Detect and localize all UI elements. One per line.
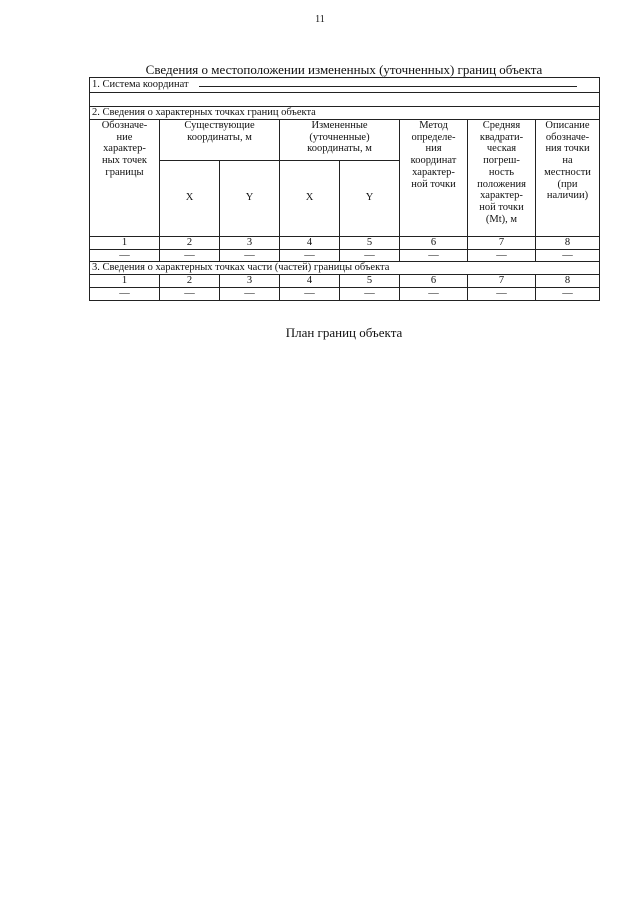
header-designation-line: Обозначе- [101, 119, 148, 131]
section3-label: 3. Сведения о характерных точках части (частей) границы объекта [90, 262, 600, 275]
header-error [468, 119, 536, 236]
header-description-line: местности [544, 166, 591, 178]
header-designation-line: ние [116, 131, 133, 143]
dash-cell: — [90, 287, 160, 300]
plan-title: План границ объекта [285, 325, 403, 340]
column-number: 6 [400, 236, 468, 249]
header-error-line: ной точки [479, 202, 524, 213]
column-number: 8 [536, 236, 600, 249]
section3-dash-row [90, 287, 600, 300]
dash-cell: — [340, 249, 400, 262]
dash-cell: — [468, 249, 536, 262]
header-error-line: ность [488, 166, 515, 178]
header-designation-line: ных точек [101, 155, 148, 166]
section2-label: 2. Сведения о характерных точках границ объекта [90, 107, 600, 120]
dash-cell: — [400, 249, 468, 262]
coordinate-system-cell [90, 78, 600, 93]
dash-cell: — [220, 287, 280, 300]
dash-cell: — [220, 249, 280, 262]
spacer-row [90, 93, 600, 107]
header-error-line: погреш- [483, 155, 520, 166]
section1-row [90, 78, 600, 93]
column-number: 5 [340, 275, 400, 288]
section2-numbers-row [90, 236, 600, 249]
dash-cell: — [280, 287, 340, 300]
column-number: 4 [280, 275, 340, 288]
header-existing-line: Существующие [184, 119, 255, 131]
header-method-line: определе- [411, 131, 456, 143]
column-number: 2 [160, 275, 220, 288]
header-designation-line: границы [105, 166, 144, 178]
column-number: 3 [220, 236, 280, 249]
column-number: 1 [90, 236, 160, 249]
header-description-line: обозначе- [545, 131, 590, 143]
section3-numbers-row [90, 275, 600, 288]
header-row-1 [90, 119, 600, 160]
header-existing [160, 119, 280, 160]
header-designation-line: характер- [103, 143, 146, 155]
header-description-line: Описание [545, 119, 590, 131]
header-method [400, 119, 468, 236]
dash-cell: — [340, 287, 400, 300]
header-description-line: наличии) [546, 190, 589, 202]
column-number: 7 [468, 236, 536, 249]
section2-label-row [90, 107, 600, 120]
dash-cell: — [160, 249, 220, 262]
dash-cell: — [400, 287, 468, 300]
section2-dash-row [90, 249, 600, 262]
spacer-cell [90, 93, 600, 107]
dash-cell: — [536, 249, 600, 262]
dash-cell: — [160, 287, 220, 300]
header-designation [90, 119, 160, 236]
dash-cell: — [90, 249, 160, 262]
header-method-line: ной точки [411, 178, 456, 190]
coordinate-system-label: 1. Система координат [92, 79, 189, 90]
header-error-line: характер- [480, 190, 523, 202]
column-number: 4 [280, 236, 340, 249]
header-changed [280, 119, 400, 160]
page-number: 11 [315, 14, 325, 25]
dash-cell: — [280, 249, 340, 262]
column-number: 1 [90, 275, 160, 288]
boundary-table [89, 77, 600, 301]
column-number: 8 [536, 275, 600, 288]
header-changed-line: координаты, м [307, 143, 372, 155]
column-number: 7 [468, 275, 536, 288]
header-existing-x: X [160, 160, 220, 236]
header-existing-line: координаты, м [187, 131, 252, 143]
coordinate-system-field [199, 78, 577, 87]
header-error-line: положения [477, 178, 526, 190]
header-description-line: на [562, 155, 573, 166]
section3-label-row [90, 262, 600, 275]
header-changed-x: X [280, 160, 340, 236]
column-number: 3 [220, 275, 280, 288]
header-description-line: ния точки [545, 143, 590, 155]
header-changed-line: Измененные [311, 119, 368, 131]
header-method-line: Метод [419, 119, 448, 131]
header-changed-line: (уточненные) [309, 131, 370, 143]
dash-cell: — [468, 287, 536, 300]
header-error-line: ческая [486, 143, 517, 155]
column-number: 5 [340, 236, 400, 249]
header-method-line: координат [410, 155, 457, 166]
dash-cell: — [536, 287, 600, 300]
header-error-line: квадрати- [479, 131, 524, 143]
document-title: Сведения о местоположении измененных (уточненных) границ объекта [145, 62, 543, 77]
header-error-line: (Mt), м [485, 213, 518, 225]
header-description [536, 119, 600, 236]
header-method-line: характер- [412, 166, 455, 178]
header-existing-y: Y [220, 160, 280, 236]
header-method-line: ния [425, 143, 442, 155]
header-error-line: Средняя [482, 119, 521, 131]
header-changed-y: Y [340, 160, 400, 236]
header-description-line: (при [557, 178, 578, 190]
column-number: 6 [400, 275, 468, 288]
column-number: 2 [160, 236, 220, 249]
